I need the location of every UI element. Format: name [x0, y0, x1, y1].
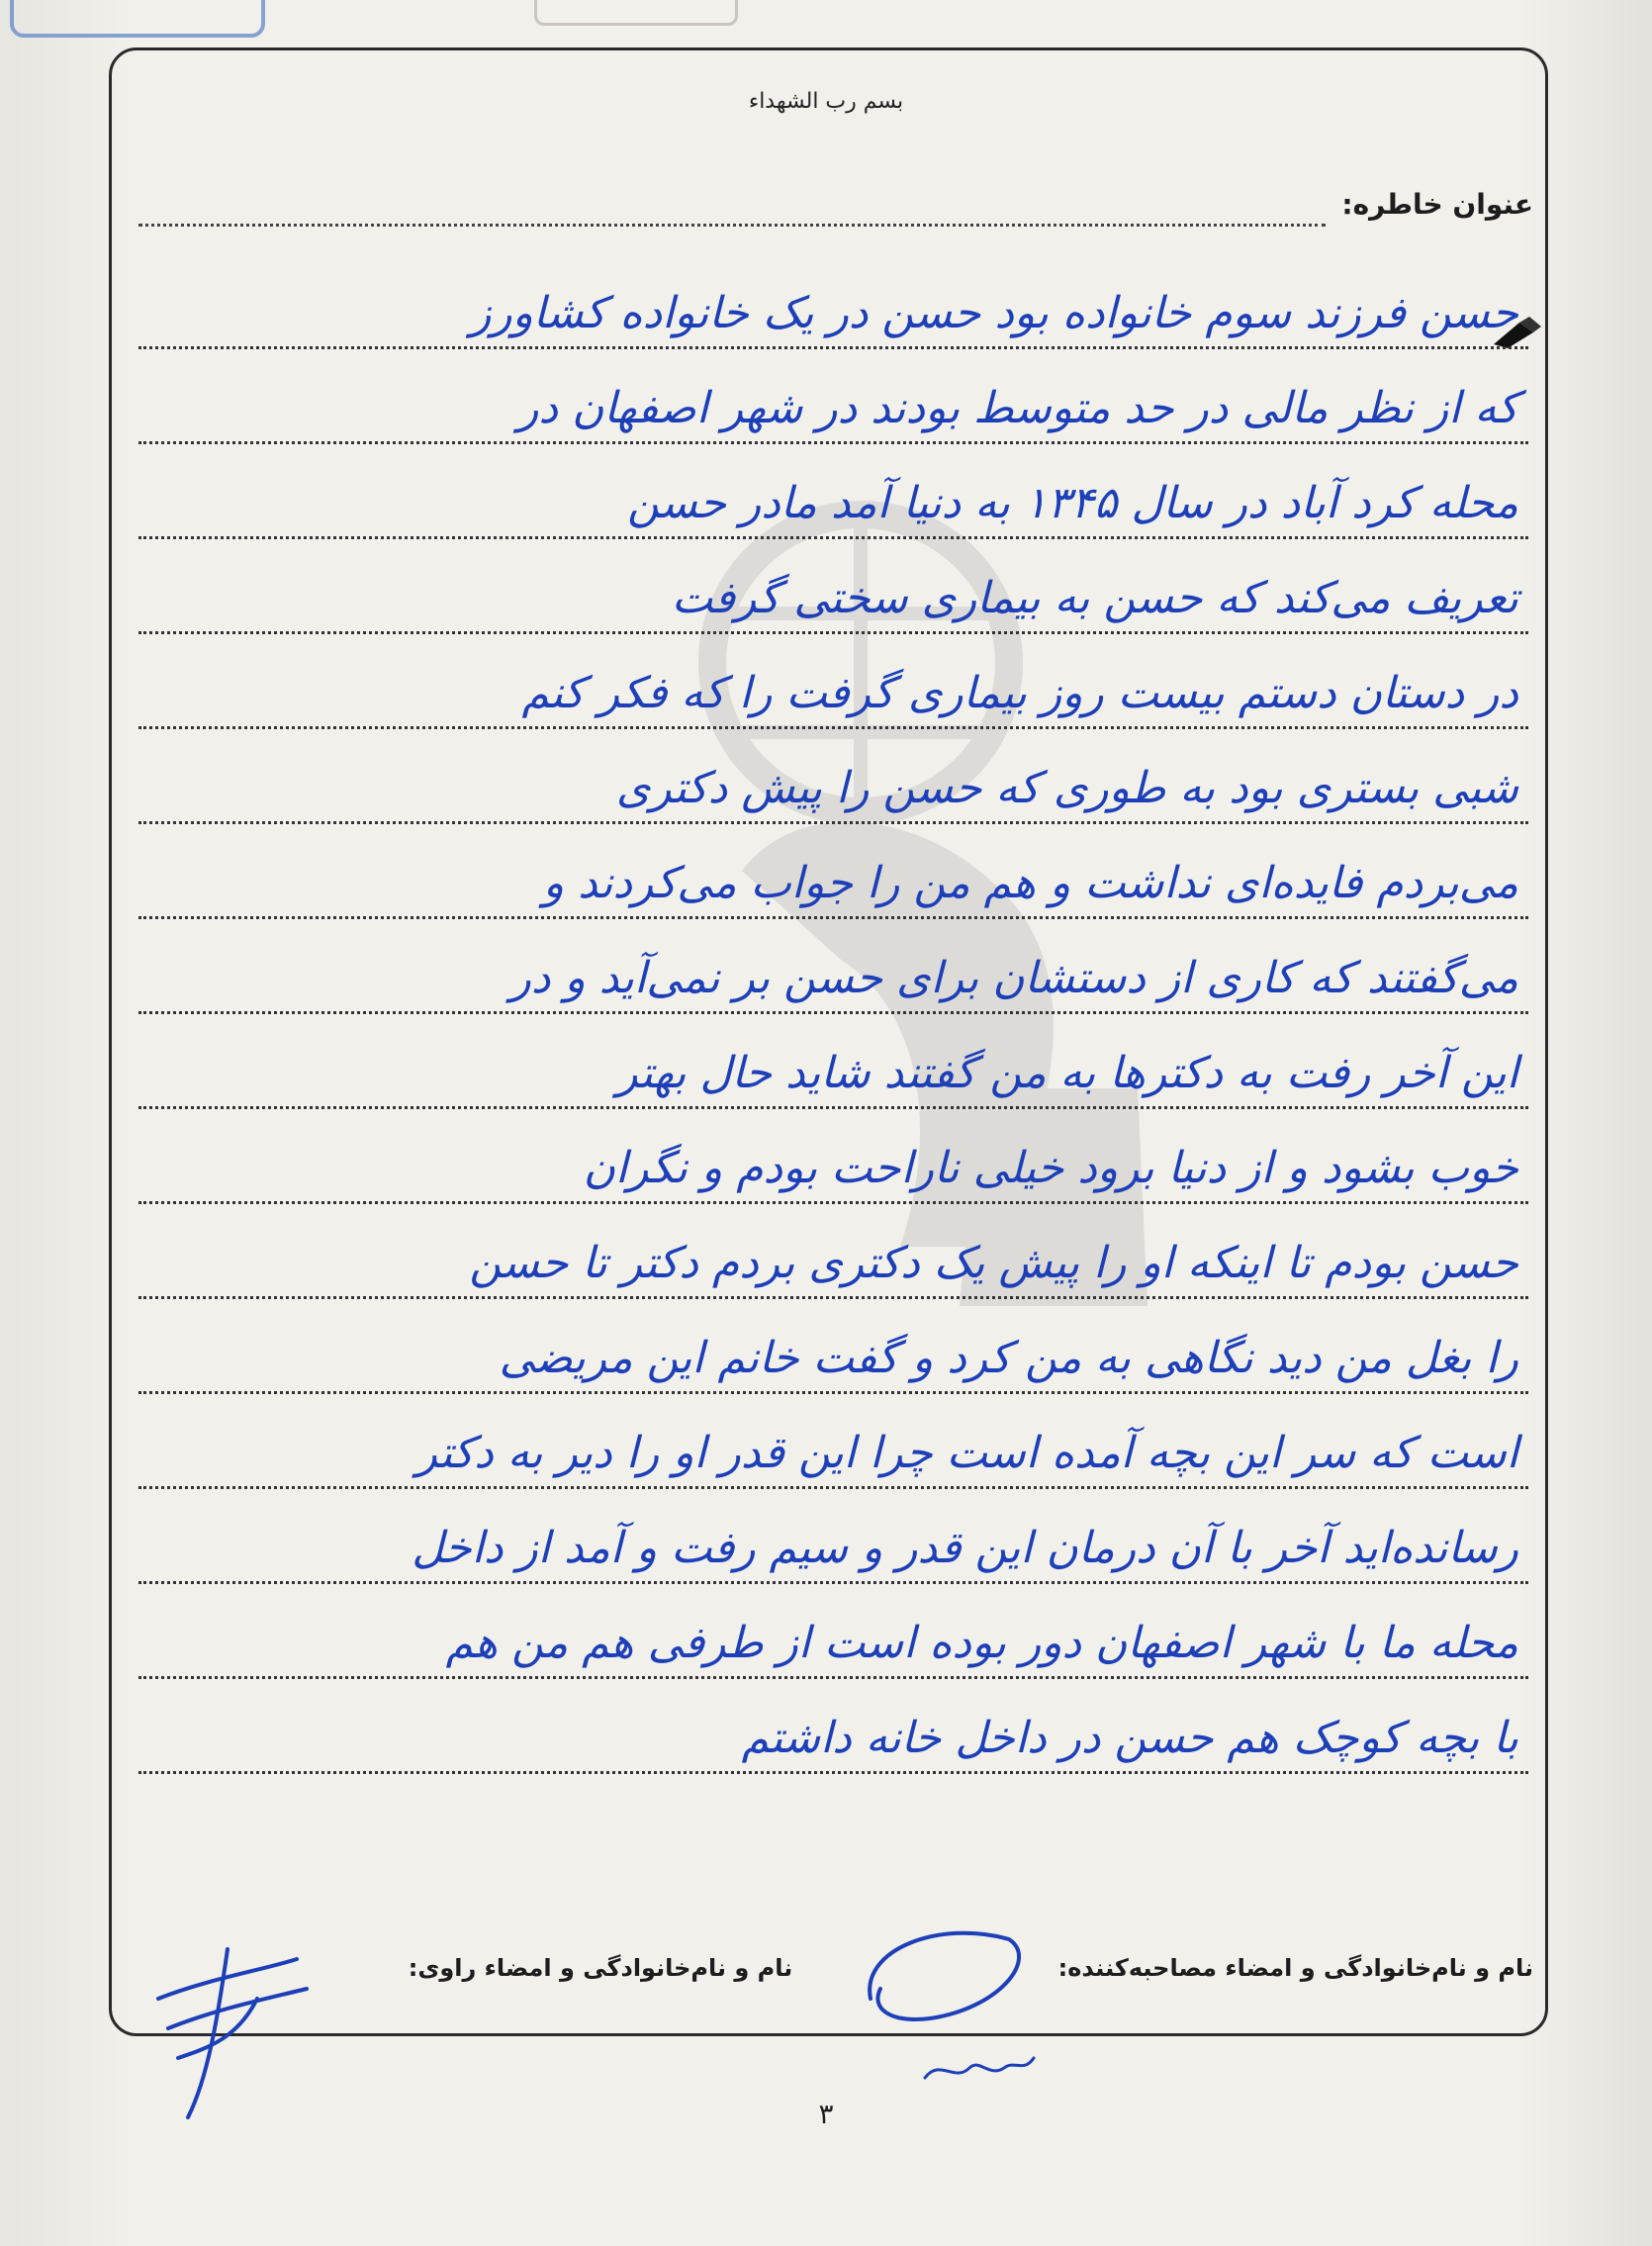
page-number: ۳	[818, 2098, 834, 2130]
handwritten-text: حسن بودم تا اینکه او را پیش یک دکتری بردم دکتر تا حسن	[469, 1238, 1518, 1288]
memoir-line	[138, 631, 1528, 729]
memoir-line	[138, 1106, 1528, 1204]
handwritten-text: خوب بشود و از دنیا برود خیلی ناراحت بودم و نگران	[583, 1143, 1518, 1193]
memoir-line	[138, 1676, 1528, 1774]
stamp-mark	[10, 0, 265, 38]
handwritten-text: که از نظر مالی در حد متوسط بودند در شهر اصفهان در	[517, 383, 1518, 433]
memoir-line	[138, 726, 1528, 824]
memoir-line	[138, 1011, 1528, 1109]
interviewer-signature-label: نام و نام‌خانوادگی و امضاء مصاحبه‌کننده:	[1057, 1954, 1533, 1982]
handwritten-text: این آخر رفت به دکترها به من گفتند شاید حال بهتر	[616, 1048, 1518, 1098]
memoir-line	[138, 1486, 1528, 1584]
memoir-line	[138, 346, 1528, 444]
handwritten-text: رسانده‌اید آخر با آن درمان این قدر و سیم رفت و آمد از داخل	[412, 1523, 1518, 1573]
handwritten-text: است که سر این بچه آمده است چرا این قدر او را دیر به دکتر	[415, 1428, 1518, 1478]
memoir-line	[138, 441, 1528, 539]
memoir-line	[138, 1296, 1528, 1394]
handwritten-text: شبی بستری بود به طوری که حسن را پیش دکتری	[615, 763, 1518, 813]
memoir-title-line	[138, 224, 1326, 227]
memoir-line	[138, 1391, 1528, 1489]
stamp-mark-faded	[534, 0, 738, 26]
handwritten-text: محله کرد آباد در سال ۱۳۴۵ به دنیا آمد مادر حسن	[627, 478, 1518, 528]
handwritten-text: در دستان دستم بیست روز بیماری گرفت را که فکر کنم	[521, 668, 1518, 718]
memoir-line	[138, 251, 1528, 349]
handwritten-text: می‌بردم فایده‌ای نداشت و هم من را جواب می‌کردند و	[542, 858, 1518, 908]
interviewer-signature	[851, 1910, 1039, 2038]
narrator-signature-label: نام و نام‌خانوادگی و امضاء راوی:	[408, 1954, 793, 1982]
handwritten-text: با بچه کوچک هم حسن در داخل خانه داشتم	[741, 1713, 1518, 1763]
handwritten-text: را بغل من دید نگاهی به من کرد و گفت خانم این مریضی	[499, 1333, 1518, 1383]
memoir-line	[138, 821, 1528, 919]
handwritten-text: می‌گفتند که کاری از دستشان برای حسن بر نمی‌آید و در	[509, 953, 1518, 1003]
handwritten-text: تعریف می‌کند که حسن به بیماری سختی گرفت	[671, 573, 1518, 623]
memoir-line	[138, 1201, 1528, 1299]
interviewer-signature-name	[920, 2038, 1039, 2098]
memoir-title-label: عنوان خاطره:	[1341, 188, 1533, 221]
memoir-line	[138, 916, 1528, 1014]
memoir-line	[138, 1581, 1528, 1679]
handwritten-text: محله ما با شهر اصفهان دور بوده است از طرفی هم من هم	[445, 1618, 1518, 1668]
page-heading: بسم رب الشهداء	[748, 89, 904, 114]
memoir-line	[138, 536, 1528, 634]
handwritten-text: حسن فرزند سوم خانواده بود حسن در یک خانواده کشاورز	[470, 288, 1518, 338]
